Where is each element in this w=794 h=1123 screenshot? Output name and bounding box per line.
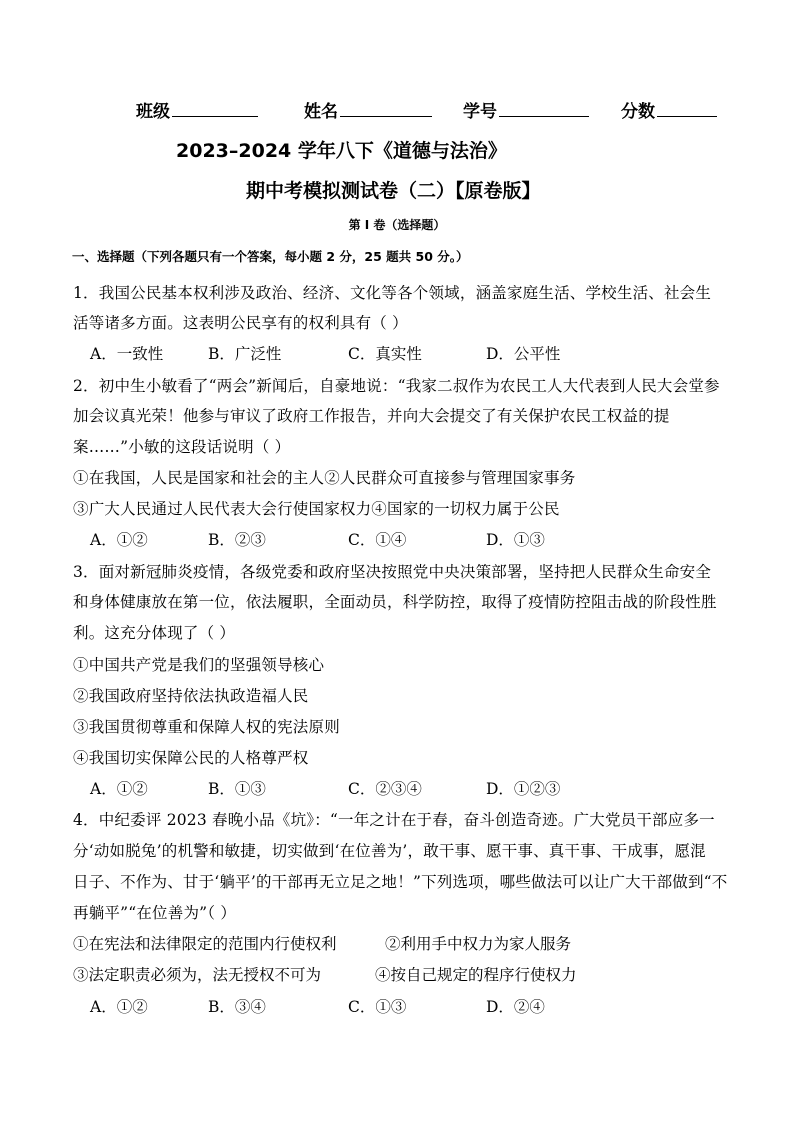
question-2-options	[90, 528, 730, 550]
name-label: 姓名	[304, 102, 338, 122]
question-4-statements-row-1	[73, 932, 733, 954]
question-3-statement-3: ③我国贯彻尊重和保障人权的宪法原则	[73, 718, 340, 736]
title-line-1: 2023–2024 学年八下《道德与法治》	[176, 140, 507, 162]
option-b[interactable]: B．①③	[208, 780, 266, 798]
question-3-line-2: 和身体健康放在第一位，依法履职，全面动员，科学防控，取得了疫情防控阻击战的阶段性胜	[73, 593, 717, 611]
score-field	[621, 96, 717, 122]
question-2-statement-2: ③广大人民通过人民代表大会行使国家权力④国家的一切权力属于公民	[73, 500, 560, 518]
id-label: 学号	[463, 102, 497, 122]
question-4-statement-1: ①在宪法和法律限定的范围内行使权利	[73, 935, 337, 953]
option-c[interactable]: C．②③④	[348, 780, 422, 798]
question-4-line-2: 分‘动如脱兔’的机警和敏捷，切实做到‘在位善为’，敢干事、愿干事、真干事、干成事，愿混	[73, 842, 706, 860]
option-b[interactable]: B．广泛性	[208, 345, 282, 363]
option-a[interactable]: A．一致性	[90, 345, 164, 363]
question-4-line-4: 再躺平”“在位善为”（ ）	[73, 904, 237, 922]
question-2-line-1: 2．初中生小敏看了“两会”新闻后，自豪地说：“我家二叔作为农民工人大代表到人民大会堂参	[73, 377, 720, 395]
option-c[interactable]: C．①④	[348, 531, 407, 549]
question-2-statement-1: ①在我国，人民是国家和社会的主人②人民群众可直接参与管理国家事务	[73, 469, 576, 487]
option-a[interactable]: A．①②	[90, 998, 148, 1016]
option-d[interactable]: D．①③	[486, 531, 545, 549]
class-field	[136, 96, 258, 122]
question-3-statement-4: ④我国切实保障公民的人格尊严权	[73, 749, 309, 767]
question-4-statement-3: ③法定职责必须为，法无授权不可为	[73, 966, 322, 984]
score-label: 分数	[621, 102, 655, 122]
option-b[interactable]: B．③④	[208, 998, 266, 1016]
question-4-line-1: 4．中纪委评 2023 春晚小品《坑》：“一年之计在于春，奋斗创造奇迹。广大党员干部应多一	[73, 811, 715, 829]
option-b[interactable]: B．②③	[208, 531, 266, 549]
option-d[interactable]: D．①②③	[486, 780, 561, 798]
class-blank[interactable]	[172, 96, 258, 117]
option-a[interactable]: A．①②	[90, 780, 148, 798]
option-c[interactable]: C．①③	[348, 998, 407, 1016]
question-4-statement-2: ②利用手中权力为家人服务	[385, 935, 572, 953]
question-3-statement-2: ②我国政府坚持依法执政造福人民	[73, 687, 309, 705]
id-blank[interactable]	[499, 96, 589, 117]
name-field	[304, 96, 432, 122]
class-label: 班级	[136, 102, 170, 122]
score-blank[interactable]	[657, 96, 717, 117]
question-3-options	[90, 777, 730, 799]
question-3-line-3: 利。这充分体现了（ ）	[73, 624, 236, 642]
question-1-line-2: 活等诸多方面。这表明公民享有的权利具有（ ）	[73, 314, 408, 332]
question-4-statement-4: ④按自己规定的程序行使权力	[375, 966, 577, 984]
question-4-options	[90, 995, 730, 1017]
option-d[interactable]: D．公平性	[486, 345, 561, 363]
question-1-options	[90, 342, 730, 364]
question-2-line-2: 加会议真光荣！他参与审议了政府工作报告，并向大会提交了有关保护农民工权益的提	[73, 407, 670, 425]
question-4-statements-row-2	[73, 963, 733, 985]
question-3-line-1: 3．面对新冠肺炎疫情，各级党委和政府坚决按照党中央决策部署，坚持把人民群众生命安全	[73, 563, 712, 581]
question-1-line-1: 1．我国公民基本权利涉及政治、经济、文化等各个领域，涵盖家庭生活、学校生活、社会生	[73, 284, 712, 302]
option-a[interactable]: A．①②	[90, 531, 148, 549]
header-fields	[136, 96, 736, 124]
section-heading: 一、选择题（下列各题只有一个答案，每小题 2 分，25 题共 50 分。）	[72, 249, 469, 264]
name-blank[interactable]	[340, 96, 432, 117]
option-d[interactable]: D．②④	[486, 998, 545, 1016]
title-line-2: 期中考模拟测试卷（二）【原卷版】	[246, 180, 541, 202]
question-4-line-3: 日子、不作为、甘于‘躺平’的干部再无立足之地！”下列选项，哪些做法可以让广大干部做到“不	[73, 873, 728, 891]
volume-label: 第 I 卷（选择题）	[348, 218, 446, 232]
option-c[interactable]: C．真实性	[348, 345, 422, 363]
question-2-line-3: 案……”小敏的这段话说明（ ）	[73, 438, 291, 456]
id-field	[463, 96, 589, 122]
question-3-statement-1: ①中国共产党是我们的坚强领导核心	[73, 656, 325, 674]
